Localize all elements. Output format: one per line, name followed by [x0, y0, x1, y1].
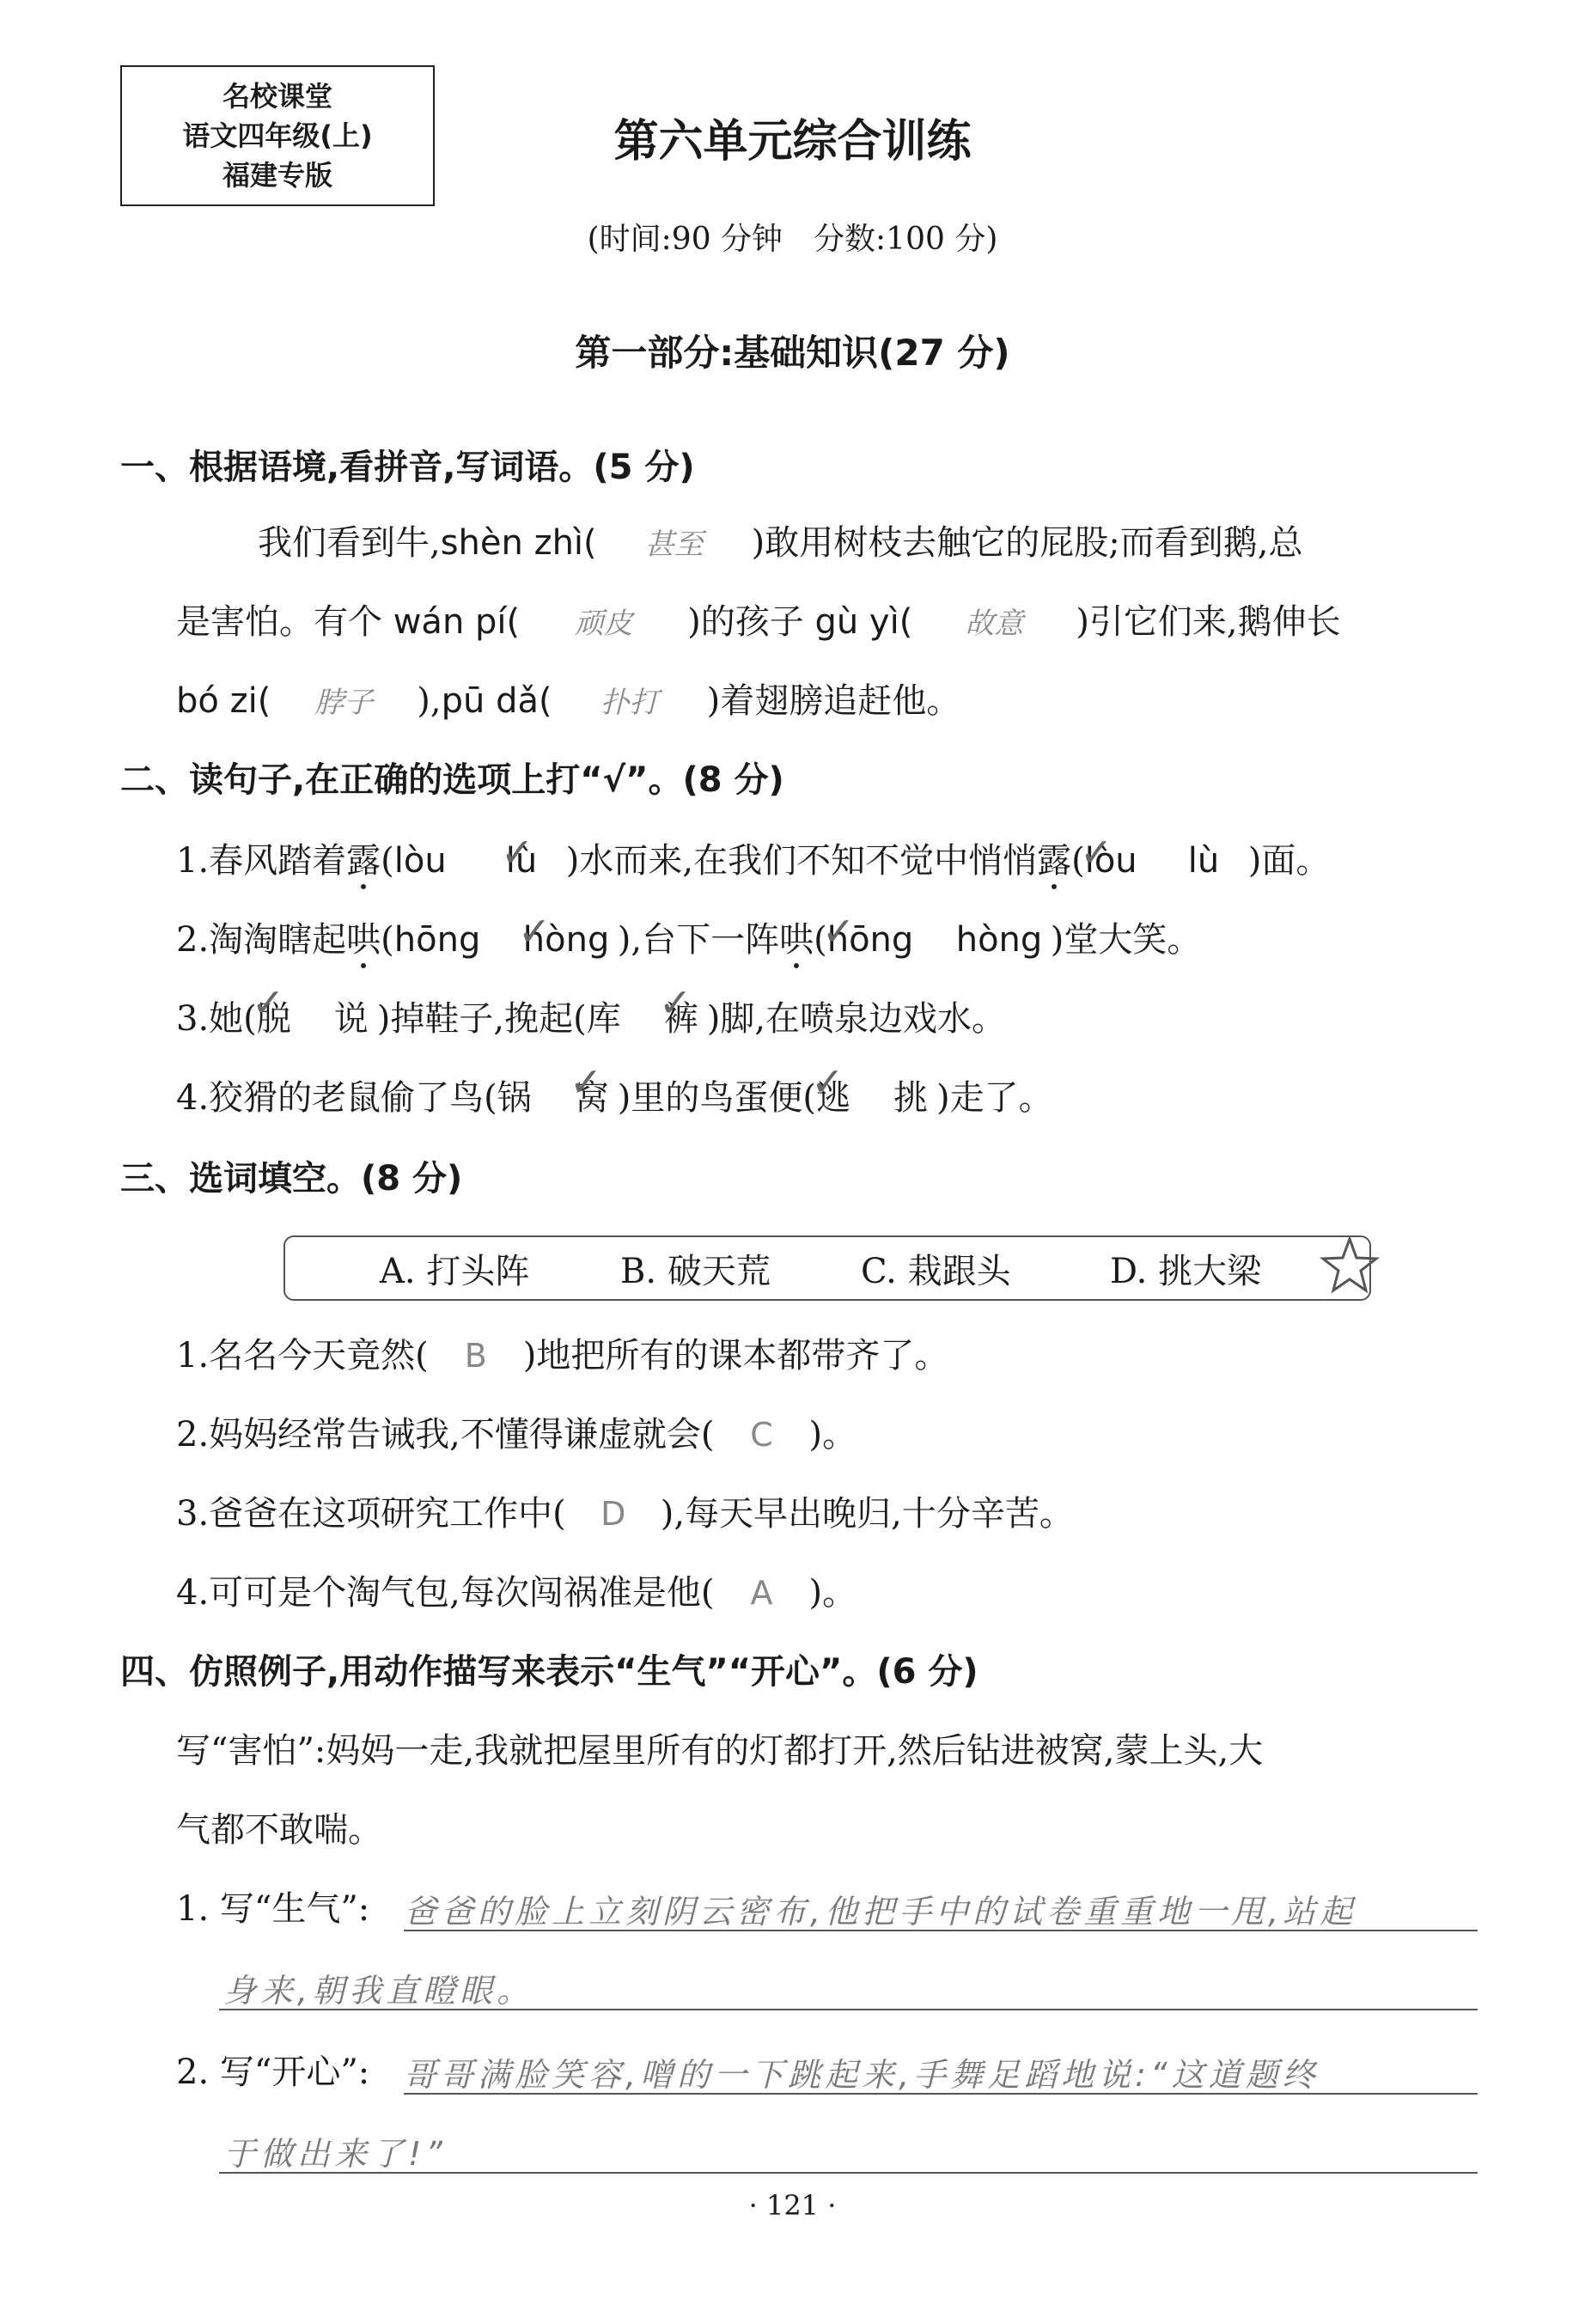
fill-answer: A — [750, 1574, 773, 1612]
badge-line-2: 语文四年级(上) — [182, 119, 373, 152]
q2-item-3 — [176, 991, 1006, 1040]
fill-answer: D — [600, 1495, 626, 1533]
word-option-d: D. 挑大梁 — [1110, 1252, 1262, 1291]
emphasis-char: 露 — [346, 841, 381, 881]
q1-line-1 — [258, 515, 1302, 564]
item-number: 1. — [176, 1336, 210, 1375]
badge-line-1: 名校课堂 — [222, 80, 332, 113]
answer-underline — [404, 2093, 1478, 2095]
option-2-checked[interactable]: hòng ✓ — [523, 920, 618, 960]
answer-underline — [219, 2172, 1478, 2174]
word-options-box — [283, 1235, 1371, 1301]
option-1[interactable]: 库 — [586, 999, 621, 1039]
q1-answer: 顽皮 — [574, 607, 633, 641]
word-option-a: A. 打头阵 — [380, 1252, 530, 1291]
q4-item-2-label — [176, 2045, 369, 2094]
q1-pinyin: bó zi( — [176, 681, 271, 721]
q2-item-2 — [176, 912, 1201, 961]
option-1-checked[interactable]: 逃 ✓ — [816, 1071, 893, 1119]
item-text: 爸爸在这项研究工作中( — [209, 1494, 566, 1534]
item-label: 写“生气”: — [219, 1889, 370, 1929]
q3-item-2 — [176, 1407, 857, 1456]
q1-text: )引它们来,鹅伸长 — [1076, 602, 1341, 642]
q3-heading: 三、选词填空。(8 分) — [120, 1159, 463, 1199]
item-text: 可可是个淘气包,每次闯祸准是他( — [209, 1573, 715, 1613]
page-number: · 121 · — [748, 2189, 837, 2222]
item-text: 春风踏着 — [209, 841, 347, 881]
q4-item-1-label — [176, 1882, 369, 1931]
item-text: )里的鸟蛋便( — [617, 1078, 816, 1118]
q4-item-1-answer-line-2: 身来,朝我直瞪眼。 — [223, 1972, 534, 2010]
q1-pinyin: wán pí( — [393, 602, 521, 642]
q2-item-1 — [176, 833, 1330, 882]
q4-item-2-answer-line-1: 哥哥满脸笑容,噌的一下跳起来,手舞足蹈地说:“这道题终 — [404, 2056, 1320, 2094]
q4-item-1-answer-line-1: 爸爸的脸上立刻阴云密布,他把手中的试卷重重地一甩,站起 — [404, 1893, 1357, 1931]
exam-meta: (时间:90 分钟 分数:100 分) — [587, 222, 998, 257]
option-2[interactable]: 挑 — [893, 1078, 928, 1118]
item-number: 3. — [176, 1494, 210, 1534]
item-text: ),每天早出晚归,十分辛苦。 — [660, 1494, 1074, 1534]
item-text: 她( — [209, 999, 257, 1039]
option-1-checked[interactable]: hōng ✓ — [827, 920, 956, 960]
item-text: ( — [381, 920, 394, 960]
item-text: 妈妈经常告诫我,不懂得谦虚就会( — [209, 1415, 715, 1455]
item-text: )堂大笑。 — [1050, 920, 1202, 960]
badge-line-3: 福建专版 — [222, 159, 332, 192]
q1-heading: 一、根据语境,看拼音,写词语。(5 分) — [120, 448, 695, 487]
answer-underline — [404, 1930, 1478, 1931]
q1-text: )着翅膀追赶他。 — [706, 681, 961, 721]
item-text: 名名今天竟然( — [209, 1336, 429, 1375]
item-text: 狡猾的老鼠偷了鸟( — [209, 1078, 497, 1118]
star-icon — [1320, 1235, 1380, 1296]
fill-answer: B — [464, 1337, 487, 1375]
item-number: 3. — [176, 999, 210, 1039]
item-text: ( — [814, 920, 827, 960]
item-number: 1. — [176, 1889, 220, 1929]
option-2-checked[interactable]: lù ✓ — [506, 841, 566, 881]
q1-answer: 故意 — [965, 607, 1024, 641]
q1-answer: 甚至 — [644, 528, 704, 562]
item-number: 4. — [176, 1078, 210, 1118]
emphasis-char: 哄 — [346, 920, 381, 960]
item-number: 2. — [176, 920, 210, 960]
item-text: 淘淘瞎起 — [209, 920, 347, 960]
option-1-checked[interactable]: 脱 ✓ — [257, 991, 334, 1040]
item-text: )走了。 — [936, 1078, 1053, 1118]
q2-heading: 二、读句子,在正确的选项上打“√”。(8 分) — [120, 760, 784, 800]
q3-item-4 — [176, 1565, 857, 1614]
option-1[interactable]: lòu — [393, 841, 447, 881]
q1-pinyin: pū dǎ( — [441, 681, 552, 721]
option-2[interactable]: lù — [1187, 841, 1220, 881]
item-number: 2. — [176, 1415, 210, 1455]
q1-text: 是害怕。有个 — [176, 602, 393, 642]
item-text: )地把所有的课本都带齐了。 — [522, 1336, 949, 1375]
item-text: ( — [1071, 841, 1085, 881]
q1-answer: 扑打 — [600, 686, 659, 720]
emphasis-char: 哄 — [779, 920, 814, 960]
q1-text: )的孩子 — [687, 602, 815, 642]
word-option-c: C. 栽跟头 — [861, 1252, 1011, 1291]
q3-item-1 — [176, 1328, 948, 1377]
item-text: )面。 — [1247, 841, 1331, 881]
option-2[interactable]: 说 — [333, 999, 369, 1039]
q4-item-2-answer-line-2: 于做出来了!” — [223, 2135, 447, 2173]
item-text: )脚,在喷泉边戏水。 — [706, 999, 1007, 1039]
item-text: ( — [381, 841, 394, 881]
item-number: 2. — [176, 2053, 220, 2092]
item-number: 4. — [176, 1573, 210, 1613]
q1-text: 我们看到牛, — [258, 523, 441, 563]
item-label: 写“开心”: — [219, 2053, 370, 2092]
option-1[interactable]: hōng — [393, 920, 481, 960]
option-2-checked[interactable]: 窝 ✓ — [575, 1071, 618, 1119]
page-title: 第六单元综合训练 — [613, 116, 972, 168]
fill-answer: C — [750, 1416, 773, 1454]
word-option-b: B. 破天荒 — [620, 1252, 771, 1291]
q1-text: )敢用树枝去触它的屁股;而看到鹅,总 — [751, 523, 1303, 563]
item-text: ),台下一阵 — [617, 920, 780, 960]
option-1[interactable]: 锅 — [497, 1078, 532, 1118]
part-heading: 第一部分:基础知识(27 分) — [575, 332, 1010, 374]
q1-text: ), — [417, 681, 442, 721]
q1-pinyin: gù yì( — [814, 602, 913, 642]
item-number: 1. — [176, 841, 210, 881]
option-1-checked[interactable]: lòu ✓ — [1085, 841, 1188, 881]
q1-line-3 — [176, 674, 960, 723]
item-text: )水而来,在我们不知不觉中悄悄 — [565, 841, 1038, 881]
q2-item-4 — [176, 1071, 1053, 1119]
item-text: )。 — [808, 1573, 857, 1613]
q4-example-line-1: 写“害怕”:妈妈一走,我就把屋里所有的灯都打开,然后钻进被窝,蒙上头,大 — [176, 1731, 1264, 1771]
item-text: )掉鞋子,挽起( — [376, 999, 587, 1039]
q1-answer: 脖子 — [314, 686, 374, 720]
item-text: )。 — [808, 1415, 857, 1455]
q3-item-3 — [176, 1486, 1074, 1535]
answer-underline — [219, 2009, 1478, 2010]
emphasis-char: 露 — [1037, 841, 1072, 881]
option-2-checked[interactable]: 裤 ✓ — [664, 991, 707, 1040]
option-2[interactable]: hòng — [955, 920, 1043, 960]
q1-line-2 — [176, 595, 1341, 644]
q1-pinyin: shèn zhì( — [440, 523, 597, 563]
q4-heading: 四、仿照例子,用动作描写来表示“生气”“开心”。(6 分) — [120, 1652, 978, 1692]
q4-example-line-2: 气都不敢喘。 — [176, 1810, 382, 1850]
